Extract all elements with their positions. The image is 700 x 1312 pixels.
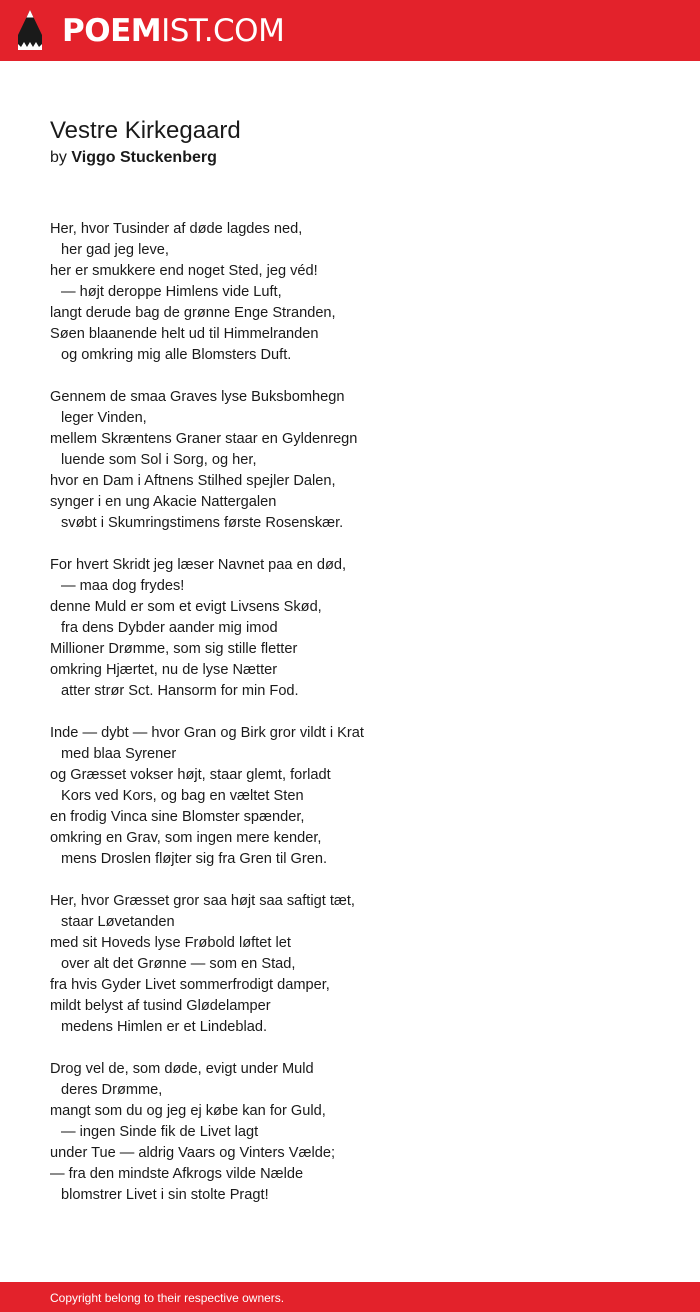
poem-line: Kors ved Kors, og bag en væltet Sten: [61, 788, 304, 804]
poem-line: Millioner Drømme, som sig stille fletter: [50, 641, 298, 657]
poem-line: — fra den mindste Afkrogs vilde Nælde: [50, 1166, 304, 1182]
poem-line: For hvert Skridt jeg læser Navnet paa en død,: [50, 557, 347, 573]
poem-stanza: [50, 219, 650, 366]
author-name: Viggo Stuckenberg: [71, 149, 217, 166]
poem-line: under Tue — aldrig Vaars og Vinters Vælde;: [50, 1145, 336, 1161]
poem-line: med sit Hoveds lyse Frøbold løftet let: [50, 935, 291, 951]
logo-light-part: IST.COM: [161, 13, 285, 49]
poem-line: mens Droslen fløjter sig fra Gren til Gren.: [61, 851, 328, 867]
poem-line: — ingen Sinde fik de Livet lagt: [61, 1124, 259, 1140]
poem-line: Inde — dybt — hvor Gran og Birk gror vildt i Krat: [50, 725, 364, 741]
poem-line: deres Drømme,: [61, 1082, 163, 1098]
poem-line: luende som Sol i Sorg, og her,: [61, 452, 257, 468]
poem-stanza: [50, 723, 650, 870]
poem-line: omkring Hjærtet, nu de lyse Nætter: [50, 662, 278, 678]
copyright-text: Copyright belong to their respective owners.: [50, 1291, 285, 1305]
poem-line: mangt som du og jeg ej købe kan for Guld,: [50, 1103, 326, 1119]
poem-line: blomstrer Livet i sin stolte Pragt!: [61, 1187, 269, 1203]
poem-stanza: [50, 891, 650, 1038]
poem-body: [50, 219, 650, 1227]
poem-line: og Græsset vokser højt, staar glemt, forladt: [50, 767, 331, 783]
site-footer: [0, 1282, 700, 1312]
poem-line: mildt belyst af tusind Glødelamper: [50, 998, 271, 1014]
poem-line: mellem Skræntens Graner staar en Gyldenregn: [50, 431, 358, 447]
poem-line: hvor en Dam i Aftnens Stilhed spejler Dalen,: [50, 473, 336, 489]
poem-line: Her, hvor Tusinder af døde lagdes ned,: [50, 221, 303, 237]
poem-line: her gad jeg leve,: [61, 242, 169, 258]
by-label: by: [50, 149, 67, 166]
poem-line: svøbt i Skumringstimens første Rosenskær.: [61, 515, 344, 531]
poem-line: over alt det Grønne — som en Stad,: [61, 956, 296, 972]
poem-line: medens Himlen er et Lindeblad.: [61, 1019, 268, 1035]
poem-line: fra hvis Gyder Livet sommerfrodigt damper,: [50, 977, 330, 993]
poem-line: synger i en ung Akacie Nattergalen: [50, 494, 277, 510]
poem-line: fra dens Dybder aander mig imod: [61, 620, 278, 636]
poem-line: med blaa Syrener: [61, 746, 177, 762]
poem-line: — maa dog frydes!: [61, 578, 185, 594]
poem-line: — højt deroppe Himlens vide Luft,: [61, 284, 282, 300]
poem-line: Drog vel de, som døde, evigt under Muld: [50, 1061, 314, 1077]
poem-line: staar Løvetanden: [61, 914, 175, 930]
byline: [50, 148, 241, 168]
poem-stanza: [50, 387, 650, 534]
poem-line: Her, hvor Græsset gror saa højt saa saftigt tæt,: [50, 893, 355, 909]
poem-line: en frodig Vinca sine Blomster spænder,: [50, 809, 305, 825]
poem-line: omkring en Grav, som ingen mere kender,: [50, 830, 322, 846]
poem-line: her er smukkere end noget Sted, jeg véd!: [50, 263, 318, 279]
poem-line: Gennem de smaa Graves lyse Buksbomhegn: [50, 389, 345, 405]
pencil-icon: [17, 9, 43, 51]
poem-line: langt derude bag de grønne Enge Stranden,: [50, 305, 336, 321]
poem-line: denne Muld er som et evigt Livsens Skød,: [50, 599, 322, 615]
logo-bold-part: POEM: [62, 13, 162, 49]
poem-line: Søen blaanende helt ud til Himmelranden: [50, 326, 319, 342]
poem-title: Vestre Kirkegaard: [50, 117, 241, 144]
poem-line: leger Vinden,: [61, 410, 147, 426]
poem-stanza: [50, 555, 650, 702]
poem-heading: [50, 116, 241, 168]
site-header: [0, 0, 700, 61]
poem-line: og omkring mig alle Blomsters Duft.: [61, 347, 292, 363]
site-logo-text: [62, 11, 284, 51]
poem-stanza: [50, 1059, 650, 1206]
poem-line: atter strør Sct. Hansorm for min Fod.: [61, 683, 299, 699]
